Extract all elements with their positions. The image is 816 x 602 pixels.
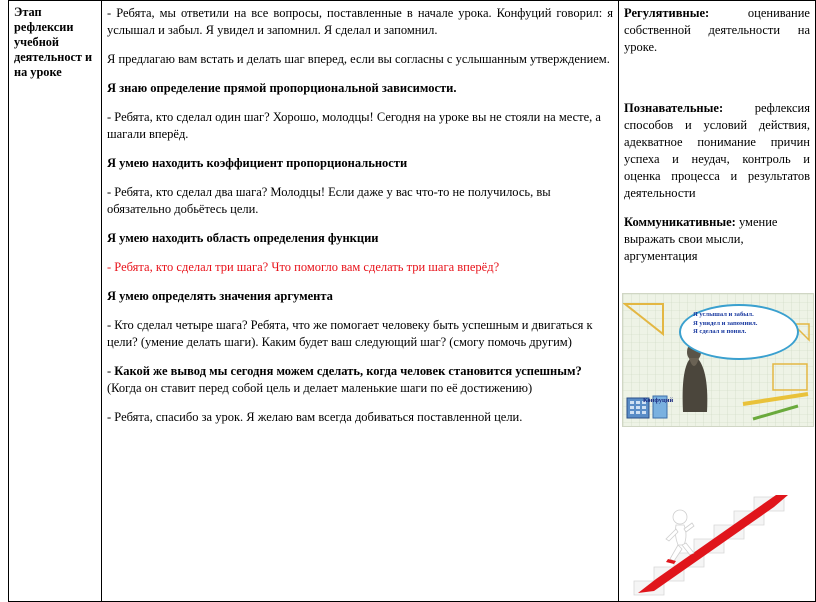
stairs-illustration [624,469,792,597]
uud-communicative-text: умение выражать свои мысли, аргументация [624,215,778,263]
conclusion-dash: - [107,364,115,378]
bubble-line: Я сделал и понял. [693,328,747,336]
bubble-text [693,311,757,337]
stage-title: Этап рефлексии учебной деятельност и на уроке [14,5,93,79]
content-paragraph: - Кто сделал четыре шага? Ребята, что же помогает человеку быть успешным и двигаться к цели? (умение делать шаги). Каким будет ваш следующий шаг? (смогу помочь другим) [107,318,593,349]
uud-regulatory-text: оценивание собственной деятельности на уроке. [624,6,810,54]
stairs-svg [624,469,792,597]
content-paragraph: - Ребята, мы ответили на все вопросы, поставленные в начале урока. Конфуций говорил: я услышал и забыл. Я увидел и запомнил. Я сделал и запомнил. [107,6,613,37]
uud-cognitive [624,100,810,202]
uud-communicative [624,214,810,265]
table-row [9,1,816,602]
stage-cell [9,1,102,602]
statement-heading: Я умею определять значения аргумента [107,289,333,303]
content-paragraph: Я предлагаю вам встать и делать шаг вперед, если вы согласны с услышанным утверждением. [107,52,610,66]
poster-caption: Конфуций [643,397,674,404]
statement-heading: Я умею находить область определения функции [107,231,379,245]
uud-cognitive-label: Познавательные: [624,101,724,115]
uud-communicative-label: Коммуникативные: [624,215,736,229]
statement-heading: Я знаю определение прямой пропорциональной зависимости. [107,81,457,95]
uud-regulatory [624,5,810,56]
content-paragraph-red: - Ребята, кто сделал три шага? Что помогло вам сделать три шага вперёд? [107,260,500,274]
conclusion-paragraph [107,363,613,397]
conclusion-question: Какой же вывод мы сегодня можем сделать, когда человек становится успешным? [114,364,582,378]
content-paragraph: - Ребята, спасибо за урок. Я желаю вам всегда добиваться поставленной цели. [107,410,523,424]
content-paragraph: - Ребята, кто сделал один шаг? Хорошо, молодцы! Сегодня на уроке вы не стояли на месте, а шагали вперёд. [107,110,601,141]
lesson-table [8,0,816,602]
uud-cell [619,1,816,602]
content-cell [102,1,619,602]
red-carpet [638,495,788,593]
bubble-line: Я услышал и забыл. [693,311,754,318]
uud-regulatory-label: Регулятивные: [624,6,710,20]
statement-heading: Я умею находить коэффициент пропорциональности [107,156,408,170]
uud-cognitive-text: рефлексия способов и условий действия, адекватное понимание причин успеха и неудач, контроль и оценка процесса и результатов деятельности [624,101,810,200]
content-paragraph: - Ребята, кто сделал два шага? Молодцы! Если даже у вас что-то не получилось, вы обязательно добьётесь цели. [107,185,551,216]
confucius-poster [622,293,814,427]
conclusion-answer: (Когда он ставит перед собой цель и делает маленькие шаги по её достижению) [107,381,533,395]
bubble-line: Я увидел и запомнил. [693,319,758,327]
